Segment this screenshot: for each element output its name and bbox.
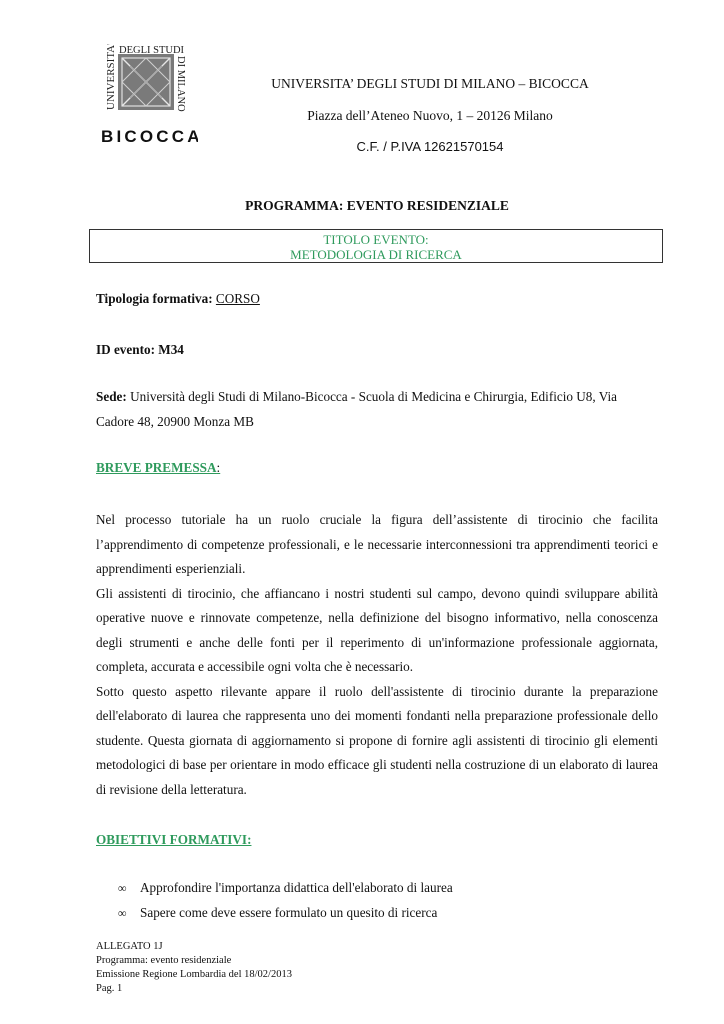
infinity-bullet-icon: ∞ bbox=[118, 905, 127, 920]
logo-text-di-milano: DI MILANO bbox=[175, 56, 186, 112]
header-university: UNIVERSITA’ DEGLI STUDI DI MILANO – BICOCCA bbox=[271, 76, 589, 91]
tipologia-value: CORSO bbox=[215, 291, 260, 306]
premessa-paragraph-1: Nel processo tutoriale ha un ruolo cruciale la figura dell’assistente di tirocinio che facilita l’apprendimento di competenze professionali, e le necessarie interconnessioni tra apprendimenti teorici e apprendimenti esperienziali. bbox=[96, 512, 658, 576]
event-title-box bbox=[89, 229, 663, 263]
footer-programma: Programma: evento residenziale bbox=[96, 955, 232, 966]
event-title-label: TITOLO EVENTO: bbox=[323, 232, 429, 247]
tipologia-line bbox=[96, 287, 658, 312]
premessa-body bbox=[96, 508, 658, 802]
page-footer bbox=[96, 940, 292, 996]
list-item bbox=[118, 876, 658, 901]
id-evento-value: M34 bbox=[158, 342, 184, 357]
footer-emissione: Emissione Regione Lombardia del 18/02/2013 bbox=[96, 969, 292, 980]
premessa-paragraph-3: Sotto questo aspetto rilevante appare il ruolo dell'assistente di tirocinio durante la preparazione dell'elaborato di laurea che rappresenta uno dei momenti fondanti nella preparazione professionale dello studente. Questa giornata di aggiornamento si propone di fornire agli assistenti di tirocinio gli elementi metodologici di base per orientare in modo efficace gli studenti nella costruzione di un elaborato di laurea di revisione della letteratura. bbox=[96, 683, 658, 797]
obiettivi-heading: OBIETTIVI FORMATIVI: bbox=[96, 832, 252, 847]
premessa-heading-text: BREVE PREMESSA bbox=[96, 460, 217, 475]
header-address: Piazza dell’Ateneo Nuovo, 1 – 20126 Milano bbox=[307, 108, 553, 123]
obiettivi-list bbox=[118, 876, 658, 925]
logo-text-degli-studi: DEGLI STUDI bbox=[119, 45, 185, 56]
sede-value: Università degli Studi di Milano-Bicocca - Scuola di Medicina e Chirurgia, Edificio U8, Via Cadore 48, 20900 Monza MB bbox=[96, 389, 617, 429]
program-title: PROGRAMMA: EVENTO RESIDENZIALE bbox=[245, 198, 509, 213]
id-evento-line bbox=[96, 338, 658, 363]
list-item-text: Sapere come deve essere formulato un quesito di ricerca bbox=[140, 904, 438, 920]
logo-text-universita: UNIVERSITA' bbox=[105, 44, 117, 110]
footer-allegato: ALLEGATO 1J bbox=[96, 941, 163, 952]
footer-page-number: Pag. 1 bbox=[96, 983, 123, 994]
premessa-paragraph-2: Gli assistenti di tirocinio, che affiancano i nostri studenti sul campo, devono quindi sviluppare abilità operative nuove e rinnovate competenze, nella definizione del bisogno informativo, nella conoscenza degli strumenti e anche delle fonti per il reperimento di un'informazione professionale aggiornata, completa, accurata e accessibile ogni volta che è necessario. bbox=[96, 585, 658, 674]
event-title-value: METODOLOGIA DI RICERCA bbox=[290, 247, 462, 262]
list-item bbox=[118, 901, 658, 926]
id-evento-label: ID evento: bbox=[96, 342, 155, 357]
list-item-text: Approfondire l'importanza didattica dell'elaborato di laurea bbox=[140, 880, 453, 895]
sede-line bbox=[96, 385, 658, 434]
university-logo bbox=[98, 44, 198, 150]
tipologia-label: Tipologia formativa: bbox=[96, 291, 213, 306]
header-tax-id: C.F. / P.IVA 12621570154 bbox=[356, 139, 504, 154]
logo-text-bicocca: BICOCCA bbox=[101, 127, 198, 146]
premessa-heading bbox=[96, 460, 220, 476]
infinity-bullet-icon: ∞ bbox=[118, 881, 127, 895]
sede-label: Sede: bbox=[96, 389, 127, 404]
premessa-heading-colon: : bbox=[216, 460, 221, 475]
